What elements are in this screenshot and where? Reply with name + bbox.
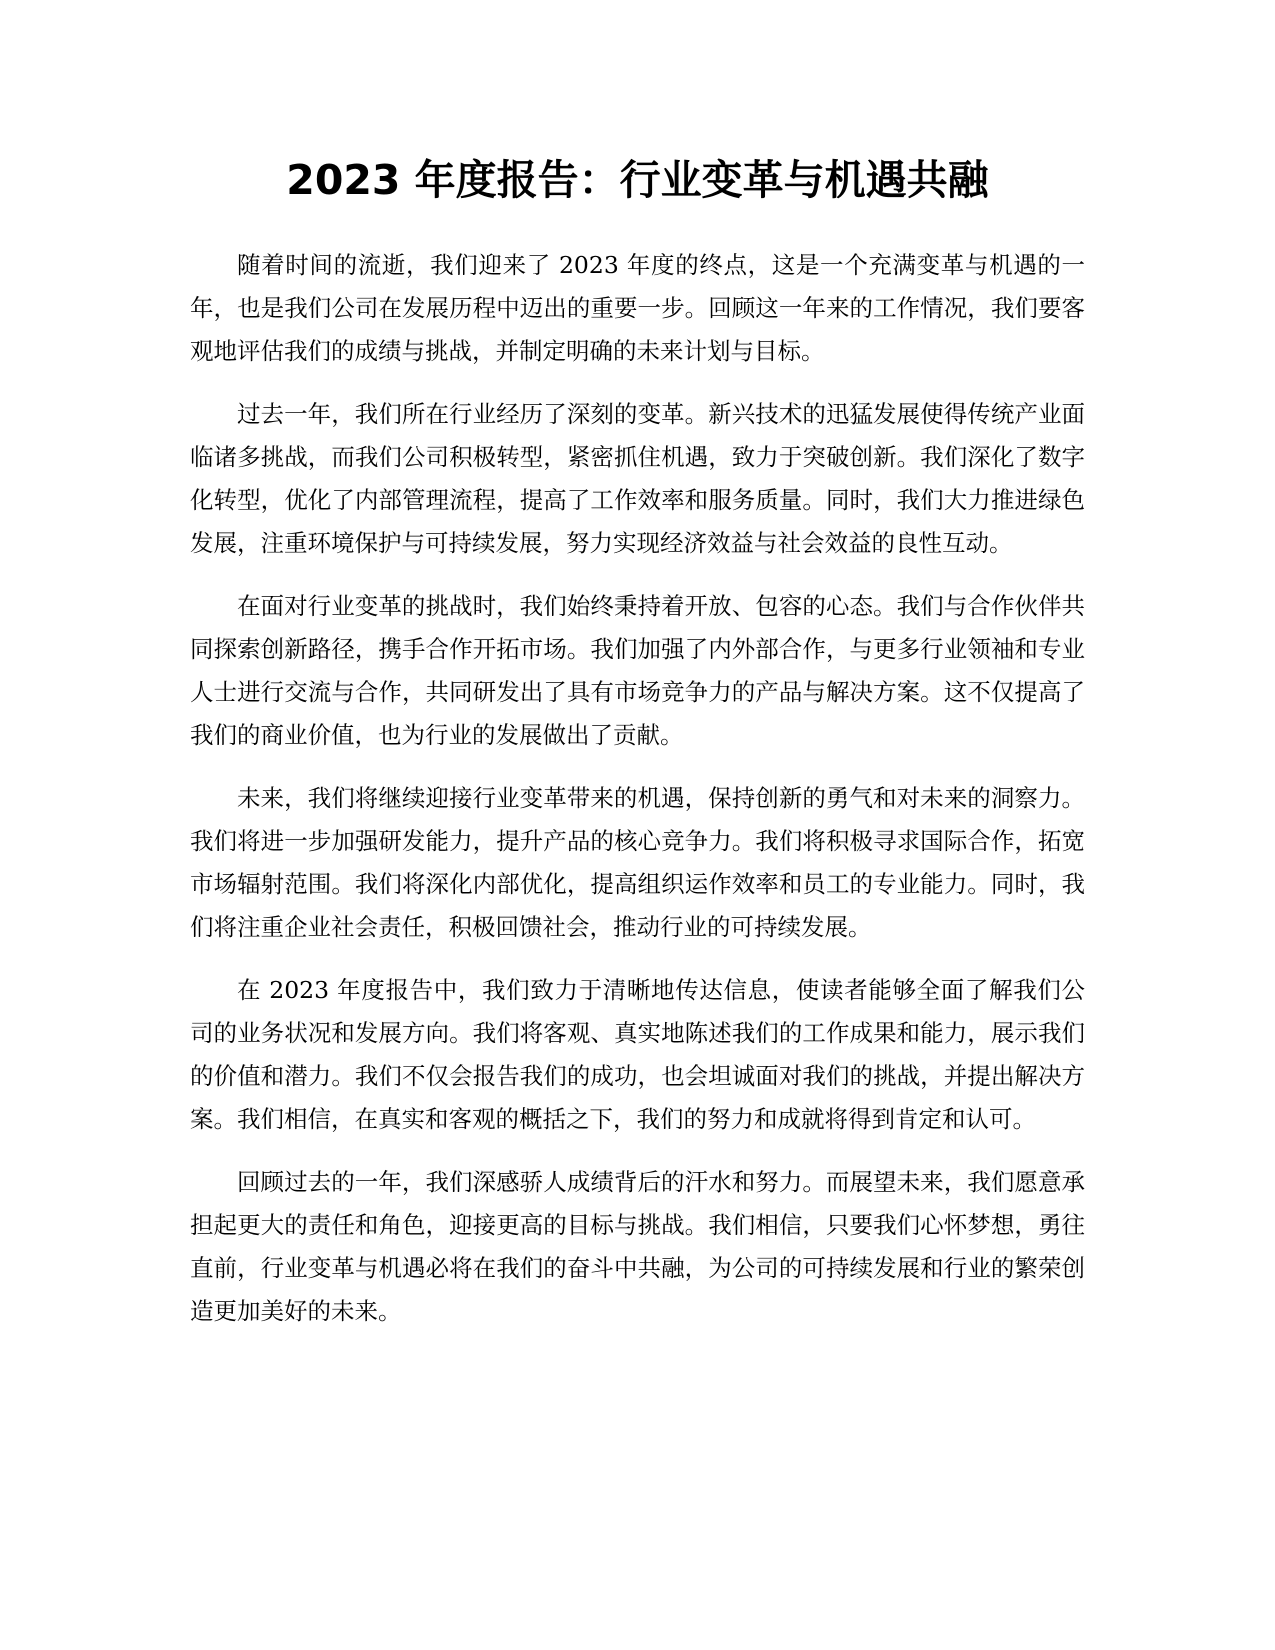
paragraph-3: 在面对行业变革的挑战时，我们始终秉持着开放、包容的心态。我们与合作伙伴共同探索创新路径，携手合作开拓市场。我们加强了内外部合作，与更多行业领袖和专业人士进行交流与合作，共同研发出了具有市场竞争力的产品与解决方案。这不仅提高了我们的商业价值，也为行业的发展做出了贡献。: [190, 592, 1085, 749]
page-title: 2023 年度报告：行业变革与机遇共融: [286, 156, 989, 204]
paragraph-2: 过去一年，我们所在行业经历了深刻的变革。新兴技术的迅猛发展使得传统产业面临诸多挑战，而我们公司积极转型，紧密抓住机遇，致力于突破创新。我们深化了数字化转型，优化了内部管理流程，提高了工作效率和服务质量。同时，我们大力推进绿色发展，注重环境保护与可持续发展，努力实现经济效益与社会效益的良性互动。: [190, 400, 1085, 557]
paragraph-6: 回顾过去的一年，我们深感骄人成绩背后的汗水和努力。而展望未来，我们愿意承担起更大的责任和角色，迎接更高的目标与挑战。我们相信，只要我们心怀梦想，勇往直前，行业变革与机遇必将在我们的奋斗中共融，为公司的可持续发展和行业的繁荣创造更加美好的未来。: [190, 1168, 1085, 1325]
paragraph-1: 随着时间的流逝，我们迎来了 2023 年度的终点，这是一个充满变革与机遇的一年，也是我们公司在发展历程中迈出的重要一步。回顾这一年来的工作情况，我们要客观地评估我们的成绩与挑战，并制定明确的未来计划与目标。: [190, 251, 1085, 365]
paragraph-5: 在 2023 年度报告中，我们致力于清晰地传达信息，使读者能够全面了解我们公司的业务状况和发展方向。我们将客观、真实地陈述我们的工作成果和能力，展示我们的价值和潜力。我们不仅会报告我们的成功，也会坦诚面对我们的挑战，并提出解决方案。我们相信，在真实和客观的概括之下，我们的努力和成就将得到肯定和认可。: [190, 976, 1085, 1133]
paragraph-4: 未来，我们将继续迎接行业变革带来的机遇，保持创新的勇气和对未来的洞察力。我们将进一步加强研发能力，提升产品的核心竞争力。我们将积极寻求国际合作，拓宽市场辐射范围。我们将深化内部优化，提高组织运作效率和员工的专业能力。同时，我们将注重企业社会责任，积极回馈社会，推动行业的可持续发展。: [190, 784, 1085, 941]
document-body: [190, 244, 1085, 1353]
